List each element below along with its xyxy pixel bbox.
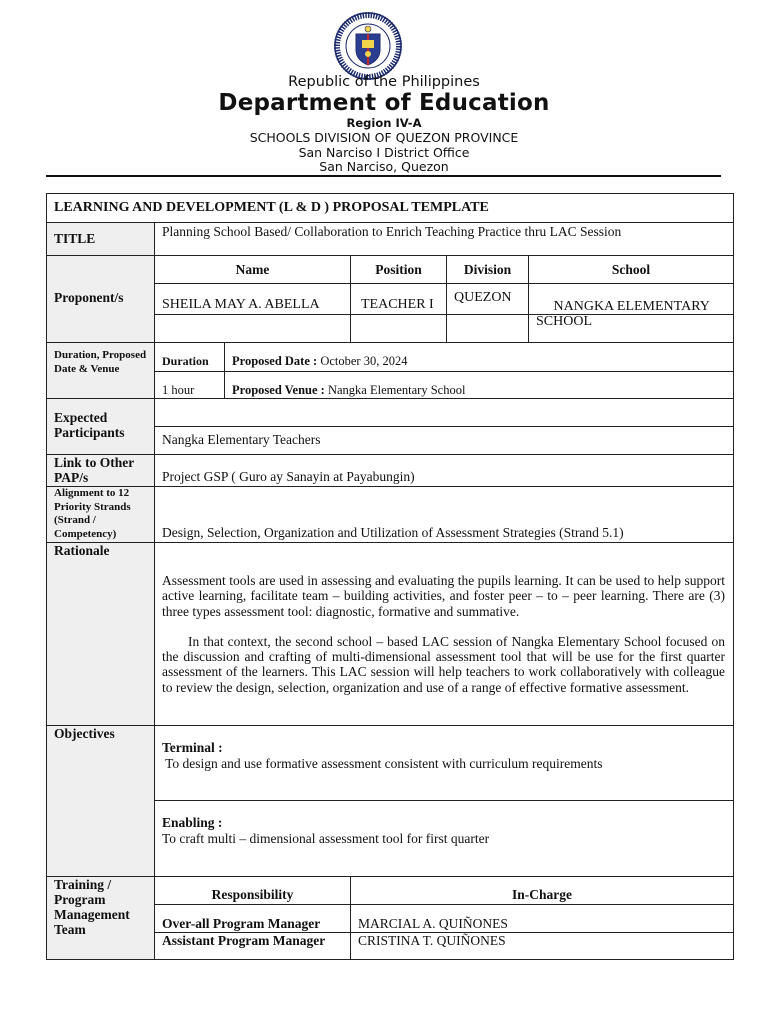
- duration-header-cell: [155, 343, 225, 372]
- objectives-label-cell: [47, 726, 155, 877]
- district-line: San Narciso I District Office: [298, 145, 470, 160]
- division-header-label: Division: [463, 262, 512, 277]
- rationale-paragraph-2: In that context, the second school – based LAC session of Nangka Elementary School focused on the discussion and crafting of multi-dimensional assessment tool that will be use for the first quarter assessment of the learners. This LAC session will help teachers to work collaboratively with colleague to review the design, selection, organization and use of a range of effective formative assessment.: [162, 633, 725, 695]
- responsibility-header: Responsibility: [211, 887, 294, 902]
- proponent-division-cell: [447, 284, 529, 315]
- rationale-value-cell: [155, 543, 733, 726]
- participants-value: Nangka Elementary Teachers: [162, 432, 321, 447]
- team-row-1-in-charge: [351, 905, 733, 933]
- proponent-empty-school: [529, 315, 733, 343]
- republic-line: Republic of the Philippines: [288, 74, 480, 90]
- proponent-position-cell: [351, 284, 447, 315]
- alignment-value: Design, Selection, Organization and Utilization of Assessment Strategies (Strand 5.1): [162, 525, 624, 540]
- proponent-empty-position: [351, 315, 447, 343]
- proposed-venue-label: Proposed Venue :: [232, 383, 325, 397]
- team-row-1-responsibility: [155, 905, 351, 933]
- link-value: Project GSP ( Guro ay Sanayin at Payabungin): [162, 469, 415, 484]
- link-label-cell: [47, 455, 155, 487]
- proposal-form: [46, 193, 734, 960]
- participants-value-cell: [155, 427, 733, 455]
- duration-header: Duration: [162, 354, 209, 368]
- department-title: Department of Education: [218, 90, 550, 116]
- proponent-name-cell: [155, 284, 351, 315]
- team-header-in-charge: [351, 877, 733, 905]
- proponent-empty-division: [447, 315, 529, 343]
- duration-value-cell: [155, 372, 225, 399]
- proponent-header-name: [155, 256, 351, 284]
- rationale-label-cell: [47, 543, 155, 726]
- alignment-label: Alignment to 12 Priority Strands (Strand / Competency): [54, 487, 131, 540]
- form-heading: LEARNING AND DEVELOPMENT (L & D ) PROPOSAL TEMPLATE: [54, 200, 489, 215]
- team-row-2-responsibility: [155, 933, 351, 959]
- region-line: Region IV-A: [346, 116, 422, 130]
- form-heading-cell: [47, 194, 733, 223]
- link-value-cell: [155, 455, 733, 487]
- terminal-label: Terminal :: [162, 740, 223, 755]
- duration-value: 1 hour: [162, 383, 195, 397]
- proponent-label: Proponent/s: [54, 290, 124, 305]
- duration-label-cell: [47, 343, 155, 399]
- team-label: Training / Program Management Team: [54, 877, 130, 937]
- proponent-school-cell: [529, 284, 733, 329]
- table-row: CRISTINA T. QUIÑONES: [358, 933, 506, 948]
- proponent-header-school: [529, 256, 733, 284]
- terminal-value: To design and use formative assessment consistent with curriculum requirements: [162, 756, 603, 771]
- participants-top-cell: [155, 399, 733, 427]
- deped-seal-icon: [334, 12, 402, 80]
- proponent-position: TEACHER I: [361, 297, 434, 312]
- terminal-cell: [155, 726, 733, 801]
- position-header-label: Position: [375, 262, 422, 277]
- proposed-date-value: October 30, 2024: [317, 354, 408, 368]
- name-header-label: Name: [235, 262, 270, 277]
- division-line: SCHOOLS DIVISION OF QUEZON PROVINCE: [249, 130, 519, 145]
- table-row: Assistant Program Manager: [162, 933, 326, 948]
- proposed-venue-value: Nangka Elementary School: [324, 383, 466, 397]
- title-label-cell: [47, 223, 155, 256]
- team-row-2-in-charge: [351, 933, 733, 959]
- proponent-empty-name: [155, 315, 351, 343]
- objectives-label: Objectives: [54, 726, 115, 741]
- table-row: Over-all Program Manager: [162, 916, 321, 931]
- proponent-school: NANGKA ELEMENTARY SCHOOL: [536, 299, 713, 329]
- proposed-date-label: Proposed Date :: [232, 354, 318, 368]
- proponent-header-position: [351, 256, 447, 284]
- enabling-label: Enabling :: [162, 815, 223, 830]
- title-label: TITLE: [54, 231, 96, 246]
- header-divider: [46, 175, 721, 177]
- enabling-value: To craft multi – dimensional assessment tool for first quarter: [162, 831, 490, 846]
- enabling-cell: [155, 801, 733, 877]
- rationale-label: Rationale: [54, 543, 110, 558]
- team-label-cell: [47, 877, 155, 959]
- proponent-division: QUEZON: [454, 290, 512, 305]
- alignment-label-cell: [47, 487, 155, 543]
- participants-label: Expected Participants: [54, 410, 125, 440]
- link-label: Link to Other PAP/s: [54, 455, 135, 485]
- alignment-value-cell: [155, 487, 733, 543]
- participants-label-cell: [47, 399, 155, 455]
- school-header-label: School: [611, 262, 651, 277]
- town-line: San Narciso, Quezon: [319, 159, 449, 174]
- proponent-name: SHEILA MAY A. ABELLA: [162, 297, 320, 312]
- rationale-paragraph-1: Assessment tools are used in assessing and evaluating the pupils learning. It can be used to help support active learning, facilitate team – building activities, and foster peer – to – peer learning. There are (3) three types assessment tool: diagnostic, formative and summative.: [162, 573, 725, 619]
- proposed-venue-cell: [225, 372, 733, 399]
- duration-label: Duration, Proposed Date & Venue: [54, 349, 147, 375]
- title-value-cell: [155, 223, 733, 256]
- title-value: Planning School Based/ Collaboration to Enrich Teaching Practice thru LAC Session: [162, 224, 622, 239]
- proponent-label-cell: [47, 256, 155, 343]
- proponent-header-division: [447, 256, 529, 284]
- proposed-date-cell: [225, 343, 733, 372]
- table-row: MARCIAL A. QUIÑONES: [358, 916, 508, 931]
- team-header-responsibility: [155, 877, 351, 905]
- in-charge-header: In-Charge: [512, 887, 572, 902]
